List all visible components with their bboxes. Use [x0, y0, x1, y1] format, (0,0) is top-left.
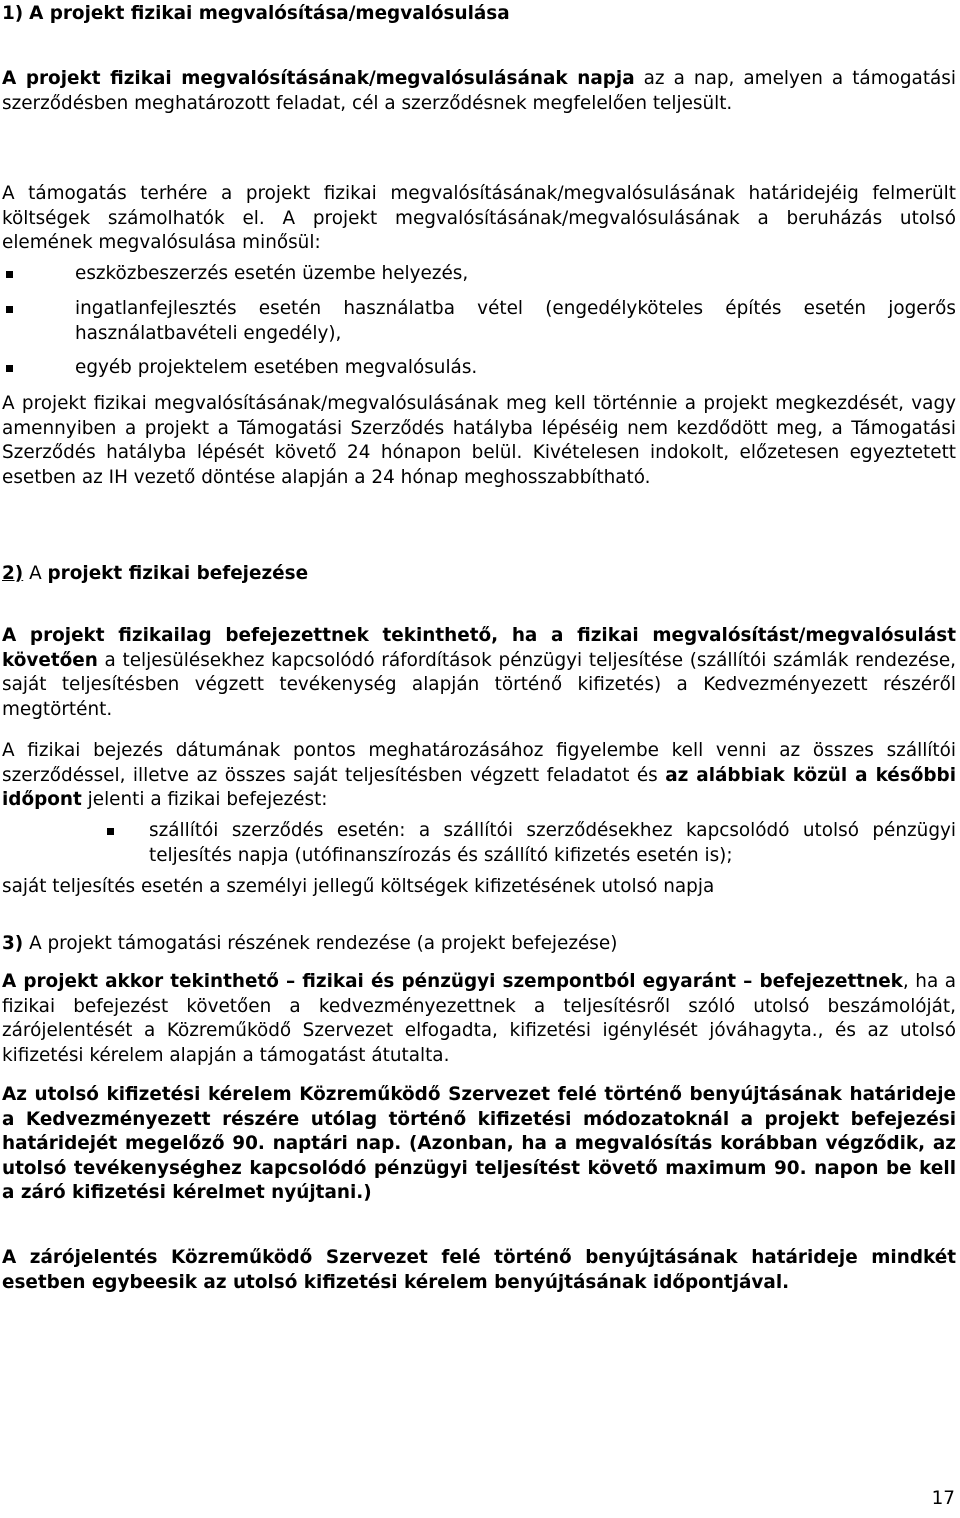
section-1-title: A projekt fizikai megvalósítása/megvalósulása — [29, 3, 510, 24]
bullet-icon — [6, 365, 13, 372]
section-1-paragraph-2: A támogatás terhére a projekt fizikai megvalósításának/megvalósulásának határidejéig felmerült költségek számolhatók el. A projekt megvalósításának/megvalósulásának a beruházás utolsó elemének megvalósulása minősül: — [2, 183, 956, 253]
section-1-bullet-3: egyéb projektelem esetében megvalósulás. — [75, 357, 478, 378]
section-1-paragraph-3: A projekt fizikai megvalósításának/megvalósulásának meg kell történnie a projekt megkezdését, vagy amennyiben a projekt a Támogatási Szerződés hatályba lépéséig nem kezdődött meg, a Támogatási Szerződés hatályba lépését követő 24 hónapon belül. Kivételesen indokolt, előzetesen egyeztetett esetben az IH vezető döntése alapján a 24 hónap meghosszabbítható. — [2, 393, 956, 488]
section-2-p1-bold: A projekt fizikailag befejezettnek tekinthető, ha a fizikai megvalósítást/megvalósulást követően — [2, 625, 956, 671]
section-1-p1-rest: az a nap, amelyen a támogatási szerződésben meghatározott feladat, cél a szerződésnek megfelelően teljesült. — [2, 68, 956, 114]
section-2-p2-text: A fizikai bejezés dátumának pontos meghatározásához figyelembe kell venni az összes szállítói szerződéssel, illetve az összes saját teljesítésben végzett feladatot és — [2, 740, 956, 786]
bullet-icon — [107, 828, 114, 835]
section-3-title: A projekt támogatási részének rendezése (a projekt befejezése) — [29, 933, 618, 954]
page-number: 17 — [931, 1488, 955, 1509]
section-1-bullet-2: ingatlanfejlesztés esetén használatba vétel (engedélyköteles építés esetén jogerős használatbavételi engedély), — [75, 298, 956, 344]
section-2-heading — [2, 562, 956, 587]
section-3-p1-bold: A projekt akkor tekinthető – fizikai és pénzügyi szempontból egyaránt – befejezettnek — [2, 971, 903, 992]
section-3-heading — [2, 932, 956, 957]
section-2-title: projekt fizikai befejezése — [47, 563, 309, 584]
section-1-p1-bold: A projekt fizikai megvalósításának/megvalósulásának napja — [2, 68, 635, 89]
section-2-number: 2) — [2, 563, 24, 584]
section-2-p2-bold: az alábbiak közül a későbbi időpont — [2, 764, 956, 810]
section-3-paragraph-2: Az utolsó kifizetési kérelem Közreműködő Szervezet felé történő benyújtásának határideje a Kedvezményezett részére utólag történő kifizetési módozatoknál a projekt befejezési határidejét megelőző 90. naptári nap. (Azonban, ha a megvalósítás korábban végződik, az utolsó tevékenységhez kapcsolódó pénzügyi teljesítést követő maximum 90. napon be kell a záró kifizetési kérelmet nyújtani.) — [2, 1084, 956, 1203]
section-2-heading-a: A — [29, 563, 42, 584]
section-1-heading — [2, 2, 956, 27]
section-2-p1-rest: a teljesülésekhez kapcsolódó ráfordítások pénzügyi teljesítése (szállítói számlák rendezése, saját teljesítésben végzett tevékenység alapján történő kifizetés) a Kedvezményezett részéről megtörtént. — [2, 649, 956, 720]
section-2-paragraph-2 — [2, 739, 956, 813]
section-3-paragraph-3: A zárójelentés Közreműködő Szervezet felé történő benyújtásának határideje mindkét esetben egybeesik az utolsó kifizetési kérelem benyújtásának időpontjával. — [2, 1247, 956, 1293]
bullet-icon — [6, 271, 13, 278]
section-3-paragraph-1 — [2, 970, 956, 1068]
section-2-paragraph-1 — [2, 624, 956, 722]
section-2-paragraph-3: saját teljesítés esetén a személyi jellegű költségek kifizetésének utolsó napja — [2, 876, 715, 897]
section-2-bullet: szállítói szerződés esetén: a szállítói szerződésekhez kapcsolódó utolsó pénzügyi teljesítés napja (utófinanszírozás és szállító kifizetés esetén is); — [149, 820, 956, 866]
section-1-paragraph-1 — [2, 67, 956, 116]
section-2-p2-rest: jelenti a fizikai befejezést: — [81, 789, 328, 810]
section-3-p1-rest: , ha a fizikai befejezést követően a kedvezményezettnek a teljesítésről szóló utolsó beszámolóját, zárójelentését a Közreműködő Szervezet elfogadta, kifizetési igénylését jóváhagyta., és az utolsó kifizetési kérelem alapján a támogatást átutalta. — [2, 971, 957, 1066]
section-1-number: 1) — [2, 3, 24, 24]
bullet-icon — [6, 306, 13, 313]
section-1-bullet-1: eszközbeszerzés esetén üzembe helyezés, — [75, 263, 469, 284]
section-3-number: 3) — [2, 933, 24, 954]
